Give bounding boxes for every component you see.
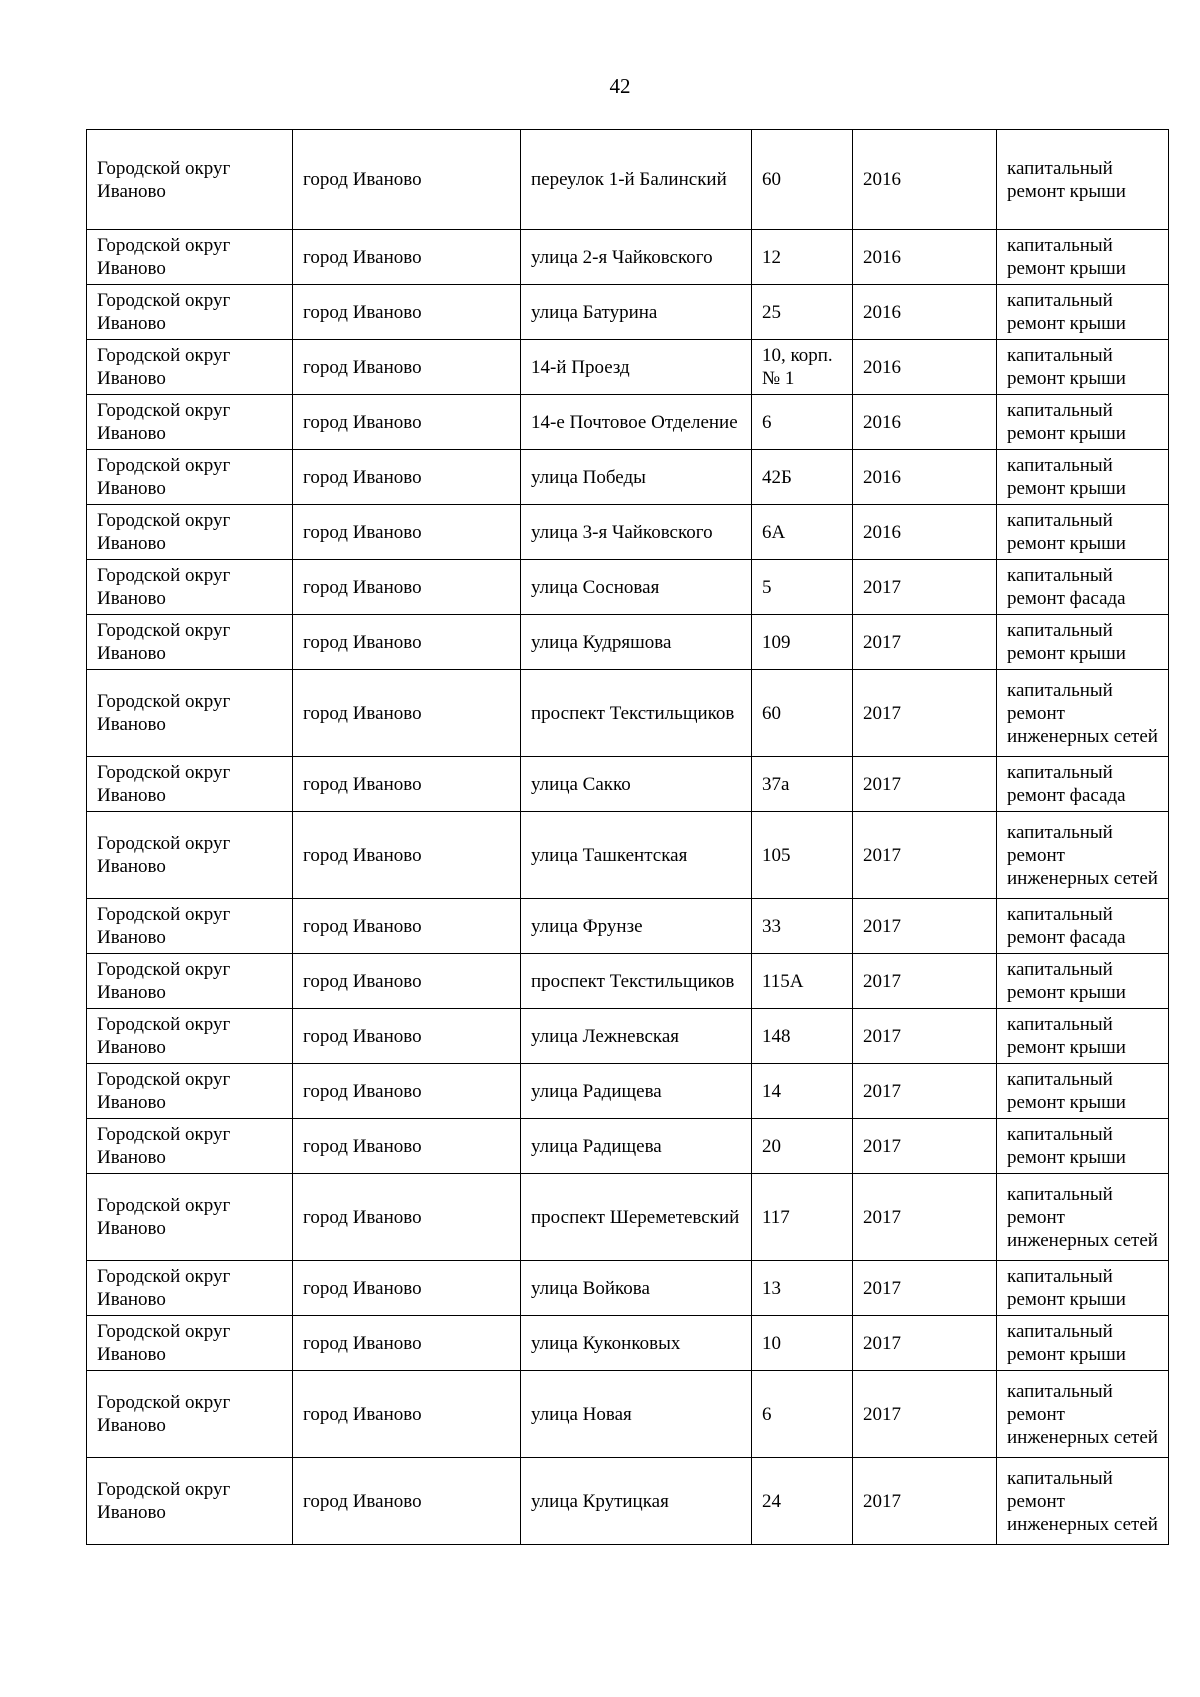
city-cell-text: город Иваново (303, 411, 422, 433)
year-cell-text: 2017 (863, 773, 901, 795)
street-cell (521, 954, 752, 1009)
city-cell (293, 670, 521, 757)
work-type-cell-text: капитальный ремонт инженерных сетей (1007, 1380, 1158, 1448)
city-cell (293, 1458, 521, 1545)
table-row (87, 1261, 1169, 1316)
city-cell-text: город Иваново (303, 576, 422, 598)
street-cell-text: проспект Текстильщиков (531, 702, 735, 724)
district-cell-text: Городской округ Иваново (97, 1014, 231, 1058)
work-type-cell-text: капитальный ремонт крыши (1007, 345, 1126, 389)
district-cell (87, 1064, 293, 1119)
house-number-cell-text: 13 (762, 1277, 781, 1299)
street-cell-text: улица Сосновая (531, 576, 660, 598)
work-type-cell (997, 615, 1169, 670)
year-cell (853, 899, 997, 954)
street-cell-text: улица Ташкентская (531, 844, 688, 866)
work-type-cell (997, 285, 1169, 340)
city-cell (293, 285, 521, 340)
house-number-cell (752, 1371, 853, 1458)
district-cell (87, 1371, 293, 1458)
street-cell-text: улица Сакко (531, 773, 631, 795)
year-cell-text: 2017 (863, 1277, 901, 1299)
house-number-cell (752, 505, 853, 560)
year-cell-text: 2016 (863, 356, 901, 378)
street-cell (521, 757, 752, 812)
street-cell-text: улица 3-я Чайковского (531, 521, 713, 543)
table-row (87, 505, 1169, 560)
street-cell (521, 1064, 752, 1119)
year-cell (853, 1174, 997, 1261)
year-cell (853, 450, 997, 505)
district-cell (87, 1458, 293, 1545)
city-cell-text: город Иваново (303, 356, 422, 378)
city-cell (293, 954, 521, 1009)
year-cell (853, 670, 997, 757)
year-cell (853, 1009, 997, 1064)
city-cell (293, 560, 521, 615)
district-cell-text: Городской округ Иваново (97, 157, 231, 202)
house-number-cell (752, 1009, 853, 1064)
district-cell (87, 560, 293, 615)
year-cell-text: 2017 (863, 576, 901, 598)
table-row (87, 285, 1169, 340)
work-type-cell-text: капитальный ремонт крыши (1007, 1124, 1126, 1168)
year-cell-text: 2016 (863, 521, 901, 543)
year-cell (853, 340, 997, 395)
year-cell (853, 560, 997, 615)
street-cell (521, 130, 752, 230)
street-cell-text: улица Кудряшова (531, 631, 672, 653)
city-cell (293, 340, 521, 395)
year-cell-text: 2017 (863, 631, 901, 653)
year-cell-text: 2017 (863, 1490, 901, 1512)
house-number-cell (752, 615, 853, 670)
house-number-cell (752, 340, 853, 395)
city-cell-text: город Иваново (303, 970, 422, 992)
district-cell-text: Городской округ Иваново (97, 1124, 231, 1168)
street-cell-text: проспект Текстильщиков (531, 970, 735, 992)
year-cell-text: 2017 (863, 1206, 901, 1228)
street-cell (521, 1119, 752, 1174)
work-type-cell-text: капитальный ремонт инженерных сетей (1007, 679, 1158, 747)
city-cell (293, 1261, 521, 1316)
house-number-cell-text: 12 (762, 246, 781, 268)
work-type-cell-text: капитальный ремонт крыши (1007, 157, 1126, 202)
work-type-cell (997, 450, 1169, 505)
street-cell-text: улица 2-я Чайковского (531, 246, 713, 268)
district-cell-text: Городской округ Иваново (97, 1479, 231, 1523)
city-cell (293, 1174, 521, 1261)
year-cell-text: 2017 (863, 1135, 901, 1157)
year-cell (853, 615, 997, 670)
district-cell (87, 1119, 293, 1174)
street-cell (521, 1174, 752, 1261)
table-row (87, 130, 1169, 230)
year-cell-text: 2017 (863, 915, 901, 937)
district-cell-text: Городской округ Иваново (97, 762, 231, 806)
work-type-cell-text: капитальный ремонт инженерных сетей (1007, 1467, 1158, 1535)
house-number-cell-text: 6 (762, 1403, 772, 1425)
street-cell-text: улица Радищева (531, 1080, 662, 1102)
city-cell (293, 230, 521, 285)
table-row (87, 954, 1169, 1009)
table-row (87, 450, 1169, 505)
city-cell-text: город Иваново (303, 169, 422, 190)
table-row (87, 1316, 1169, 1371)
repair-register-table (86, 129, 1169, 1545)
district-cell-text: Городской округ Иваново (97, 904, 231, 948)
house-number-cell (752, 1119, 853, 1174)
work-type-cell (997, 757, 1169, 812)
district-cell (87, 130, 293, 230)
work-type-cell (997, 954, 1169, 1009)
table-row (87, 1119, 1169, 1174)
district-cell-text: Городской округ Иваново (97, 1392, 231, 1436)
year-cell-text: 2016 (863, 169, 901, 190)
district-cell-text: Городской округ Иваново (97, 1321, 231, 1365)
year-cell-text: 2016 (863, 466, 901, 488)
district-cell-text: Городской округ Иваново (97, 959, 231, 1003)
district-cell (87, 505, 293, 560)
register-table-body (87, 130, 1169, 1545)
year-cell (853, 130, 997, 230)
house-number-cell (752, 757, 853, 812)
work-type-cell (997, 1458, 1169, 1545)
year-cell (853, 1371, 997, 1458)
year-cell-text: 2017 (863, 1080, 901, 1102)
house-number-cell-text: 42Б (762, 466, 792, 488)
city-cell (293, 1119, 521, 1174)
city-cell (293, 395, 521, 450)
street-cell (521, 285, 752, 340)
house-number-cell-text: 148 (762, 1025, 791, 1047)
work-type-cell-text: капитальный ремонт крыши (1007, 1266, 1126, 1310)
district-cell-text: Городской округ Иваново (97, 290, 231, 334)
house-number-cell-text: 109 (762, 631, 791, 653)
work-type-cell-text: капитальный ремонт крыши (1007, 290, 1126, 334)
house-number-cell (752, 670, 853, 757)
work-type-cell-text: капитальный ремонт инженерных сетей (1007, 1183, 1158, 1251)
street-cell (521, 395, 752, 450)
street-cell-text: улица Войкова (531, 1277, 650, 1299)
district-cell (87, 1009, 293, 1064)
street-cell-text: улица Фрунзе (531, 915, 643, 937)
district-cell-text: Городской округ Иваново (97, 1266, 231, 1310)
work-type-cell-text: капитальный ремонт фасада (1007, 904, 1126, 948)
year-cell (853, 230, 997, 285)
house-number-cell-text: 25 (762, 301, 781, 323)
street-cell (521, 450, 752, 505)
city-cell-text: город Иваново (303, 844, 422, 866)
work-type-cell (997, 340, 1169, 395)
work-type-cell (997, 670, 1169, 757)
street-cell (521, 1458, 752, 1545)
work-type-cell-text: капитальный ремонт крыши (1007, 235, 1126, 279)
work-type-cell-text: капитальный ремонт крыши (1007, 620, 1126, 664)
district-cell-text: Городской округ Иваново (97, 833, 231, 877)
year-cell (853, 395, 997, 450)
district-cell-text: Городской округ Иваново (97, 691, 231, 735)
year-cell (853, 1458, 997, 1545)
street-cell (521, 340, 752, 395)
year-cell-text: 2017 (863, 702, 901, 724)
work-type-cell-text: капитальный ремонт фасада (1007, 762, 1126, 806)
street-cell (521, 1316, 752, 1371)
district-cell-text: Городской округ Иваново (97, 400, 231, 444)
district-cell (87, 615, 293, 670)
street-cell-text: проспект Шереметевский (531, 1206, 740, 1228)
house-number-cell-text: 24 (762, 1490, 781, 1512)
house-number-cell (752, 230, 853, 285)
street-cell-text: улица Радищева (531, 1135, 662, 1157)
street-cell (521, 560, 752, 615)
house-number-cell-text: 14 (762, 1080, 781, 1102)
district-cell (87, 230, 293, 285)
district-cell (87, 340, 293, 395)
house-number-cell (752, 285, 853, 340)
house-number-cell (752, 1174, 853, 1261)
street-cell (521, 230, 752, 285)
table-row (87, 1009, 1169, 1064)
house-number-cell-text: 10, корп. № 1 (762, 345, 833, 389)
city-cell (293, 1371, 521, 1458)
house-number-cell (752, 954, 853, 1009)
work-type-cell-text: капитальный ремонт крыши (1007, 1069, 1126, 1113)
city-cell-text: город Иваново (303, 1080, 422, 1102)
table-row (87, 1174, 1169, 1261)
district-cell (87, 1174, 293, 1261)
street-cell-text: 14-й Проезд (531, 356, 630, 378)
district-cell-text: Городской округ Иваново (97, 510, 231, 554)
city-cell-text: город Иваново (303, 1490, 422, 1512)
street-cell-text: улица Крутицкая (531, 1490, 669, 1512)
house-number-cell-text: 117 (762, 1206, 790, 1228)
house-number-cell (752, 899, 853, 954)
street-cell-text: 14-е Почтовое Отделение (531, 411, 738, 433)
city-cell (293, 1009, 521, 1064)
work-type-cell-text: капитальный ремонт крыши (1007, 510, 1126, 554)
table-row (87, 899, 1169, 954)
street-cell-text: улица Победы (531, 466, 646, 488)
work-type-cell-text: капитальный ремонт крыши (1007, 959, 1126, 1003)
district-cell (87, 450, 293, 505)
house-number-cell-text: 6 (762, 411, 772, 433)
house-number-cell-text: 33 (762, 915, 781, 937)
city-cell-text: город Иваново (303, 1025, 422, 1047)
year-cell (853, 1064, 997, 1119)
district-cell (87, 1316, 293, 1371)
work-type-cell (997, 1261, 1169, 1316)
work-type-cell (997, 560, 1169, 615)
work-type-cell-text: капитальный ремонт крыши (1007, 1014, 1126, 1058)
city-cell-text: город Иваново (303, 702, 422, 724)
house-number-cell-text: 37а (762, 773, 790, 795)
work-type-cell (997, 1371, 1169, 1458)
work-type-cell (997, 1174, 1169, 1261)
district-cell (87, 757, 293, 812)
work-type-cell (997, 1064, 1169, 1119)
city-cell (293, 615, 521, 670)
table-row (87, 757, 1169, 812)
city-cell-text: город Иваново (303, 1135, 422, 1157)
city-cell (293, 1064, 521, 1119)
house-number-cell-text: 60 (762, 169, 781, 190)
street-cell-text: улица Куконковых (531, 1332, 681, 1354)
city-cell-text: город Иваново (303, 301, 422, 323)
street-cell (521, 899, 752, 954)
house-number-cell-text: 60 (762, 702, 781, 724)
table-row (87, 670, 1169, 757)
table-row (87, 615, 1169, 670)
house-number-cell-text: 115А (762, 970, 804, 992)
city-cell (293, 505, 521, 560)
year-cell-text: 2016 (863, 411, 901, 433)
district-cell (87, 1261, 293, 1316)
street-cell (521, 1261, 752, 1316)
street-cell (521, 615, 752, 670)
house-number-cell (752, 1316, 853, 1371)
street-cell-text: улица Лежневская (531, 1025, 679, 1047)
street-cell (521, 812, 752, 899)
work-type-cell (997, 1119, 1169, 1174)
street-cell-text: переулок 1-й Балинский (531, 169, 727, 190)
city-cell-text: город Иваново (303, 466, 422, 488)
year-cell-text: 2017 (863, 844, 901, 866)
city-cell-text: город Иваново (303, 246, 422, 268)
house-number-cell-text: 105 (762, 844, 791, 866)
year-cell (853, 954, 997, 1009)
house-number-cell (752, 130, 853, 230)
work-type-cell (997, 395, 1169, 450)
street-cell-text: улица Батурина (531, 301, 658, 323)
city-cell (293, 812, 521, 899)
table-row (87, 1371, 1169, 1458)
year-cell (853, 757, 997, 812)
house-number-cell (752, 450, 853, 505)
city-cell (293, 899, 521, 954)
house-number-cell-text: 20 (762, 1135, 781, 1157)
house-number-cell-text: 10 (762, 1332, 781, 1354)
year-cell-text: 2017 (863, 970, 901, 992)
work-type-cell-text: капитальный ремонт инженерных сетей (1007, 821, 1158, 889)
city-cell-text: город Иваново (303, 1277, 422, 1299)
year-cell-text: 2016 (863, 246, 901, 268)
street-cell-text: улица Новая (531, 1403, 632, 1425)
year-cell-text: 2016 (863, 301, 901, 323)
table-row (87, 812, 1169, 899)
house-number-cell (752, 1064, 853, 1119)
table-row (87, 560, 1169, 615)
work-type-cell (997, 812, 1169, 899)
year-cell (853, 1316, 997, 1371)
district-cell-text: Городской округ Иваново (97, 455, 231, 499)
district-cell (87, 954, 293, 1009)
city-cell-text: город Иваново (303, 631, 422, 653)
district-cell-text: Городской округ Иваново (97, 345, 231, 389)
year-cell (853, 1119, 997, 1174)
district-cell (87, 395, 293, 450)
street-cell (521, 1009, 752, 1064)
year-cell-text: 2017 (863, 1025, 901, 1047)
street-cell (521, 670, 752, 757)
work-type-cell-text: капитальный ремонт фасада (1007, 565, 1126, 609)
work-type-cell-text: капитальный ремонт крыши (1007, 1321, 1126, 1365)
table-row (87, 395, 1169, 450)
city-cell (293, 130, 521, 230)
work-type-cell (997, 1316, 1169, 1371)
city-cell (293, 450, 521, 505)
district-cell (87, 899, 293, 954)
district-cell (87, 812, 293, 899)
table-row (87, 230, 1169, 285)
house-number-cell (752, 812, 853, 899)
district-cell-text: Городской округ Иваново (97, 620, 231, 664)
table-row (87, 340, 1169, 395)
street-cell (521, 505, 752, 560)
work-type-cell (997, 505, 1169, 560)
city-cell (293, 757, 521, 812)
district-cell-text: Городской округ Иваново (97, 1069, 231, 1113)
house-number-cell-text: 5 (762, 576, 772, 598)
house-number-cell-text: 6А (762, 521, 786, 543)
table-row (87, 1064, 1169, 1119)
work-type-cell (997, 1009, 1169, 1064)
year-cell (853, 812, 997, 899)
city-cell-text: город Иваново (303, 1332, 422, 1354)
house-number-cell (752, 560, 853, 615)
district-cell-text: Городской округ Иваново (97, 235, 231, 279)
district-cell-text: Городской округ Иваново (97, 1195, 231, 1239)
city-cell-text: город Иваново (303, 773, 422, 795)
city-cell (293, 1316, 521, 1371)
district-cell-text: Городской округ Иваново (97, 565, 231, 609)
year-cell-text: 2017 (863, 1403, 901, 1425)
year-cell (853, 1261, 997, 1316)
house-number-cell (752, 1261, 853, 1316)
district-cell (87, 285, 293, 340)
house-number-cell (752, 395, 853, 450)
year-cell (853, 285, 997, 340)
work-type-cell (997, 899, 1169, 954)
work-type-cell (997, 130, 1169, 230)
work-type-cell (997, 230, 1169, 285)
work-type-cell-text: капитальный ремонт крыши (1007, 455, 1126, 499)
district-cell (87, 670, 293, 757)
house-number-cell (752, 1458, 853, 1545)
year-cell (853, 505, 997, 560)
year-cell-text: 2017 (863, 1332, 901, 1354)
page-number: 42 (609, 74, 631, 98)
street-cell (521, 1371, 752, 1458)
table-row (87, 1458, 1169, 1545)
city-cell-text: город Иваново (303, 1206, 422, 1228)
city-cell-text: город Иваново (303, 1403, 422, 1425)
work-type-cell-text: капитальный ремонт крыши (1007, 400, 1126, 444)
city-cell-text: город Иваново (303, 915, 422, 937)
city-cell-text: город Иваново (303, 521, 422, 543)
